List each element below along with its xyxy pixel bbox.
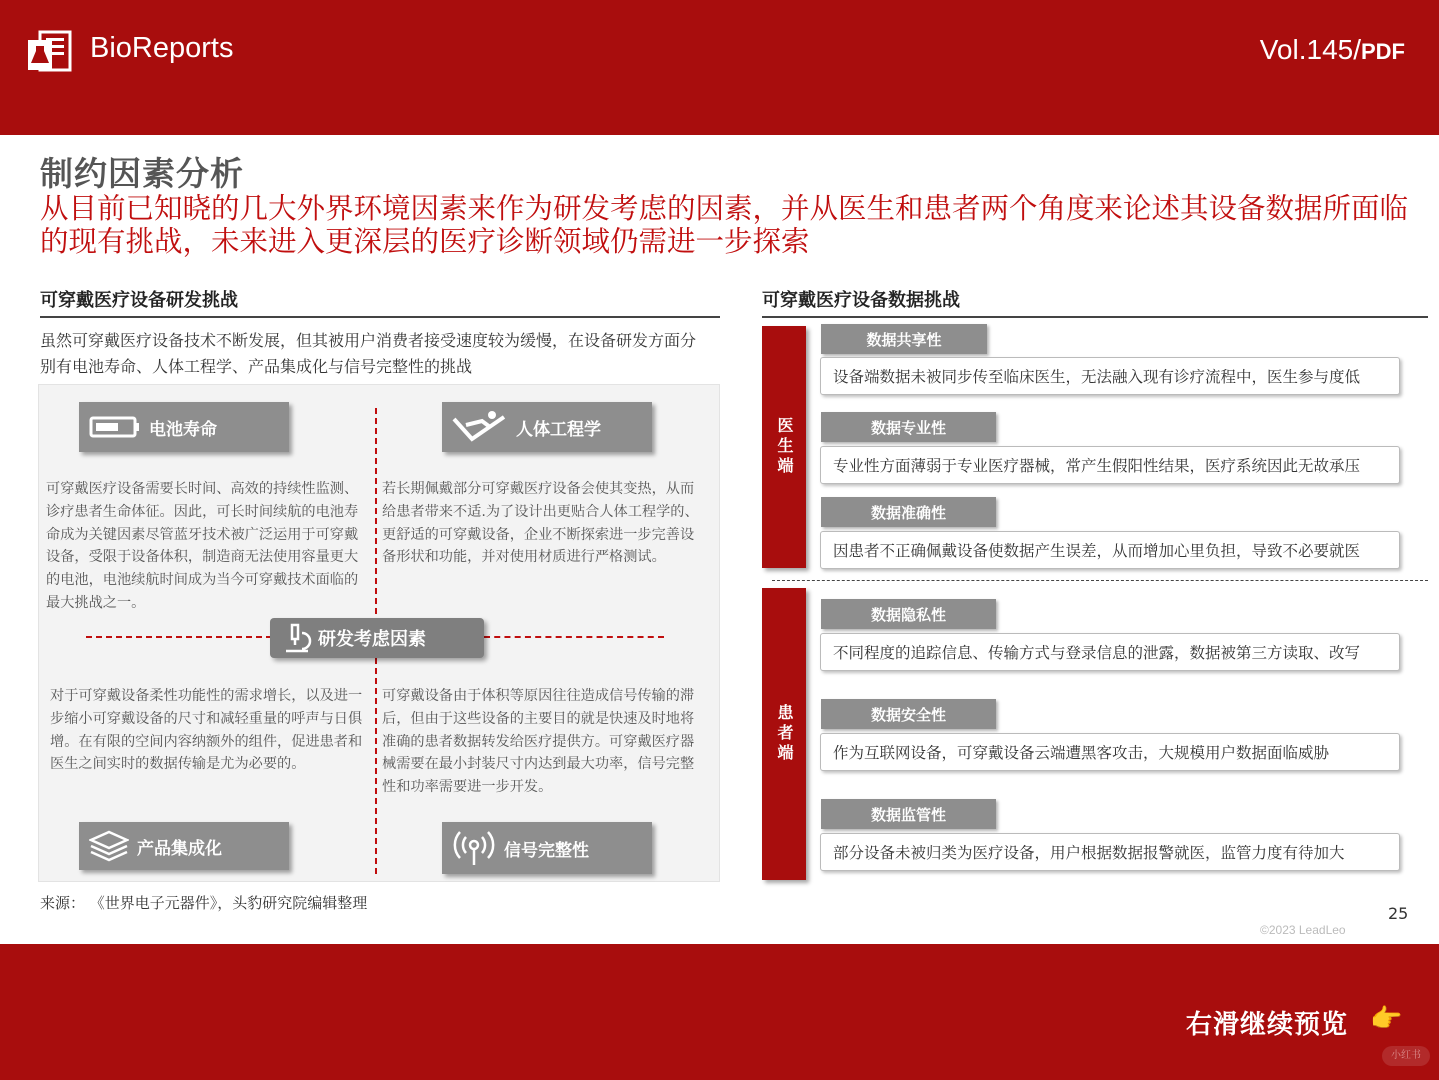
challenge-tag: 数据监管性 (821, 799, 996, 829)
report-flask-icon (26, 28, 74, 74)
watermark: 小红书 (1382, 1046, 1430, 1066)
header-bar (0, 0, 1439, 135)
challenge-tag: 数据共享性 (821, 324, 987, 354)
factor-title: 产品集成化 (137, 838, 222, 859)
group-label-patient: 患者端 (762, 588, 806, 880)
challenge-text: 设备端数据未被同步传至临床医生，无法融入现有诊疗流程中，医生参与度低 (820, 357, 1400, 395)
challenge-tag: 数据隐私性 (821, 599, 996, 629)
factor-title: 电池寿命 (149, 419, 217, 440)
factor-text: 可穿戴医疗设备需要长时间、高效的持续性监测、诊疗患者生命体征。因此，可长时间续航的电池寿命成为关键因素尽管蓝牙技术被广泛运用于可穿戴设备，受限于设备体积，制造商无法使用容量更大的电池，电池续航时间成为当今可穿戴技术面临的最大挑战之一。 (46, 481, 359, 611)
divider (40, 316, 720, 318)
swipe-hint[interactable]: 右滑继续预览 (1186, 1010, 1349, 1040)
challenge-text: 作为互联网设备，可穿戴设备云端遭黑客攻击，大规模用户数据面临威胁 (820, 733, 1400, 771)
right-section-heading: 可穿戴医疗设备数据挑战 (762, 290, 960, 311)
factor-text: 若长期佩戴部分可穿戴医疗设备会使其变热，从而给患者带来不适.为了设计出更贴合人体工程学的、更舒适的可穿戴设备，企业不断探索进一步完善设备形状和功能，并对使用材质进行严格测试。 (382, 481, 699, 566)
challenge-text: 因患者不正确佩戴设备使数据产生误差，从而增加心里负担，导致不必要就医 (820, 531, 1400, 569)
factor-text: 可穿戴设备由于体积等原因往往造成信号传输的滞后，但由于这些设备的主要目的就是快速及时地将准确的患者数据转发给医疗提供方。可穿戴医疗器械需要在最小封装尺寸内达到最大功率，信号完整性和功率需要进一步开发。 (382, 688, 695, 796)
factor-title: 信号完整性 (504, 840, 589, 861)
divider (762, 316, 1428, 318)
page-subtitle: 从目前已知晓的几大外界环境因素来作为研发考虑的因素，并从医生和患者两个角度来论述其设备数据所面临的现有挑战，未来进入更深层的医疗诊断领域仍需进一步探索 (40, 192, 1409, 258)
battery-icon (89, 415, 141, 439)
divider (484, 636, 664, 638)
divider (86, 636, 272, 638)
source-note: 来源： 《世界电子元器件》，头豹研究院编辑整理 (40, 894, 368, 912)
pointing-hand-icon: 👉 (1370, 1004, 1403, 1034)
challenge-text: 专业性方面薄弱于专业医疗器械，常产生假阳性结果，医疗系统因此无故承压 (820, 446, 1400, 484)
challenge-tag: 数据专业性 (821, 412, 996, 442)
challenge-tag: 数据准确性 (821, 497, 996, 527)
volume-label: Vol.145/PDF (1259, 34, 1405, 65)
factor-tile-ergonomics (442, 402, 652, 452)
reclining-person-icon (452, 409, 508, 445)
page-number: 25 (1388, 904, 1409, 923)
brand-name: BioReports (90, 32, 234, 64)
challenge-tag: 数据安全性 (821, 699, 996, 729)
factor-tile-signal (442, 822, 652, 874)
left-intro: 虽然可穿戴医疗设备技术不断发展，但其被用户消费者接受速度较为缓慢，在设备研发方面分别有电池寿命、人体工程学、产品集成化与信号完整性的挑战 (40, 331, 697, 376)
factor-text: 对于可穿戴设备柔性功能性的需求增长，以及进一步缩小可穿戴设备的尺寸和减轻重量的呼声与日俱增。在有限的空间内容纳额外的组件，促进患者和医生之间实时的数据传输是尤为必要的。 (50, 688, 363, 773)
factor-tile-integration (79, 822, 289, 870)
factor-title: 人体工程学 (516, 419, 601, 440)
factor-tile-battery (79, 402, 289, 452)
left-section-heading: 可穿戴医疗设备研发挑战 (40, 290, 238, 311)
center-label: 研发考虑因素 (270, 618, 484, 658)
divider (772, 580, 1428, 581)
layers-icon (89, 830, 129, 862)
challenge-text: 不同程度的追踪信息、传输方式与登录信息的泄露，数据被第三方读取、改写 (820, 633, 1400, 671)
challenge-text: 部分设备未被归类为医疗设备，用户根据数据报警就医，监管力度有待加大 (820, 833, 1400, 871)
copyright: ©2023 LeadLeo (1260, 923, 1346, 937)
page-title: 制约因素分析 (40, 154, 244, 193)
microscope-icon (280, 623, 314, 653)
signal-broadcast-icon (452, 829, 496, 867)
group-label-doctor: 医生端 (762, 326, 806, 568)
